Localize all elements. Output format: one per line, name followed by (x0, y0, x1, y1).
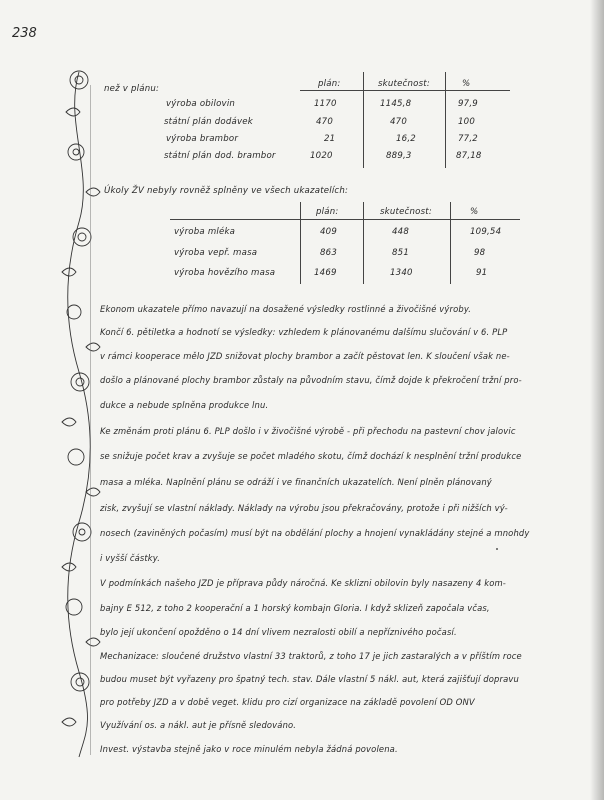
body-text-line: Ekonom ukazatele přímo navazují na dosažené výsledky rostlinné a živočišné výroby. (100, 304, 472, 314)
body-text-line: dukce a nebude splněna produkce lnu. (100, 400, 269, 410)
table2-row-actual: 851 (392, 248, 410, 258)
body-text-line: bylo její ukončení opožděno o 14 dní vlivem nezralosti obilí a nepříznivého počasí. (100, 627, 457, 637)
body-text-line: Využívání os. a nákl. aut je přísně sledováno. (100, 720, 297, 730)
body-text-line: Ke změnám proti plánu 6. PLP došlo i v živočišné výrobě - při přechodu na pastevní chov jalovic (100, 426, 516, 436)
table1-row-pct: 77,2 (458, 134, 478, 144)
table1-header-actual: skutečnost: (378, 79, 430, 89)
table1-header-rule (300, 90, 510, 91)
page-number: 238 (12, 26, 37, 41)
table2-header-rule (170, 219, 520, 220)
table2-col-divider (363, 202, 364, 284)
body-text-line: v rámci kooperace mělo JZD snižovat plochy brambor a začít pěstovat len. K sloučení však ne- (100, 351, 510, 361)
table1-row-actual: 1145,8 (380, 99, 412, 109)
table2-row-pct: 91 (476, 268, 488, 278)
table2-col-divider (450, 202, 451, 284)
table2-header-actual: skutečnost: (380, 207, 432, 217)
table1-col-divider (363, 72, 364, 168)
table2-col-divider (300, 202, 301, 284)
ink-mark (496, 548, 498, 550)
table2-intro: Úkoly ŽV nebyly rovněž splněny ve všech ukazatelích: (104, 186, 349, 196)
table2-row-label: výroba mléka (174, 227, 236, 237)
body-text-line: bajny E 512, z toho 2 kooperační a 1 horský kombajn Gloria. I když sklizeň započala včas, (100, 603, 490, 613)
table1-col-divider (445, 72, 446, 168)
floral-border-decoration (56, 62, 102, 762)
body-text-line: se snižuje počet krav a zvyšuje se počet mladého skotu, čímž dochází k nesplnění tržní produkce (100, 451, 522, 461)
body-text-line: došlo a plánované plochy brambor zůstaly na původním stavu, čímž dojde k překročení tržní pro- (100, 375, 522, 385)
body-text-line: budou muset být vyřazeny pro špatný tech. stav. Dále vlastní 5 nákl. aut, která zajišťují dopravu (100, 674, 519, 684)
table2-row-label: výroba hovězího masa (174, 268, 276, 278)
table1-row-plan: 1170 (314, 99, 337, 109)
table1-row-pct: 97,9 (458, 99, 478, 109)
body-text-line: pro potřeby JZD a v době veget. klidu pro cizí organizace na základě povolení OD ONV (100, 697, 475, 707)
table1-row-label: státní plán dod. brambor (164, 151, 276, 161)
body-text-line: Končí 6. pětiletka a hodnotí se výsledky: vzhledem k plánovanému dalšímu slučování v 6. PLP (100, 327, 508, 337)
table2-row-label: výroba vepř. masa (174, 248, 258, 258)
body-text-line: i vyšší částky. (100, 553, 161, 563)
body-text-line: nosech (zaviněných počasím) musí být na obdělání plochy a hnojení vynakládány stejné a mnohdy (100, 528, 530, 538)
table1-row-plan: 1020 (310, 151, 333, 161)
table1-header-plan: plán: (318, 79, 341, 89)
table1-row-label: výroba obilovin (166, 99, 236, 109)
table1-row-label: státní plán dodávek (164, 117, 253, 127)
table2-row-plan: 1469 (314, 268, 337, 278)
table2-row-plan: 863 (320, 248, 338, 258)
table1-row-label: výroba brambor (166, 134, 239, 144)
table2-row-plan: 409 (320, 227, 338, 237)
body-text-line: Invest. výstavba stejně jako v roce minulém nebyla žádná povolena. (100, 744, 398, 754)
table1-row-plan: 21 (324, 134, 336, 144)
table2-row-pct: 109,54 (470, 227, 502, 237)
table2-header-pct: % (470, 207, 479, 217)
table1-header-pct: % (462, 79, 471, 89)
table1-row-actual: 16,2 (396, 134, 416, 144)
table2-row-actual: 1340 (390, 268, 413, 278)
table2-row-actual: 448 (392, 227, 410, 237)
table1-row-plan: 470 (316, 117, 334, 127)
table1-row-pct: 100 (458, 117, 476, 127)
table1-row-actual: 889,3 (386, 151, 412, 161)
table2-header-plan: plán: (316, 207, 339, 217)
table1-row-pct: 87,18 (456, 151, 482, 161)
page-edge-shadow (590, 0, 604, 800)
table1-intro: než v plánu: (104, 84, 160, 94)
body-text-line: zisk, zvyšují se vlastní náklady. Náklady na výrobu jsou překračovány, protože i při nižších vý- (100, 503, 508, 513)
table1-row-actual: 470 (390, 117, 408, 127)
body-text-line: masa a mléka. Naplnění plánu se odráží i ve finančních ukazatelích. Není plněn plánovaný (100, 477, 492, 487)
border-rule (90, 85, 91, 755)
body-text-line: V podmínkách našeho JZD je příprava půdy náročná. Ke sklizni obilovin byly nasazeny 4 kom- (100, 578, 506, 588)
table2-row-pct: 98 (474, 248, 486, 258)
body-text-line: Mechanizace: sloučené družstvo vlastní 33 traktorů, z toho 17 je jich zastaralých a v příštím roce (100, 651, 522, 661)
